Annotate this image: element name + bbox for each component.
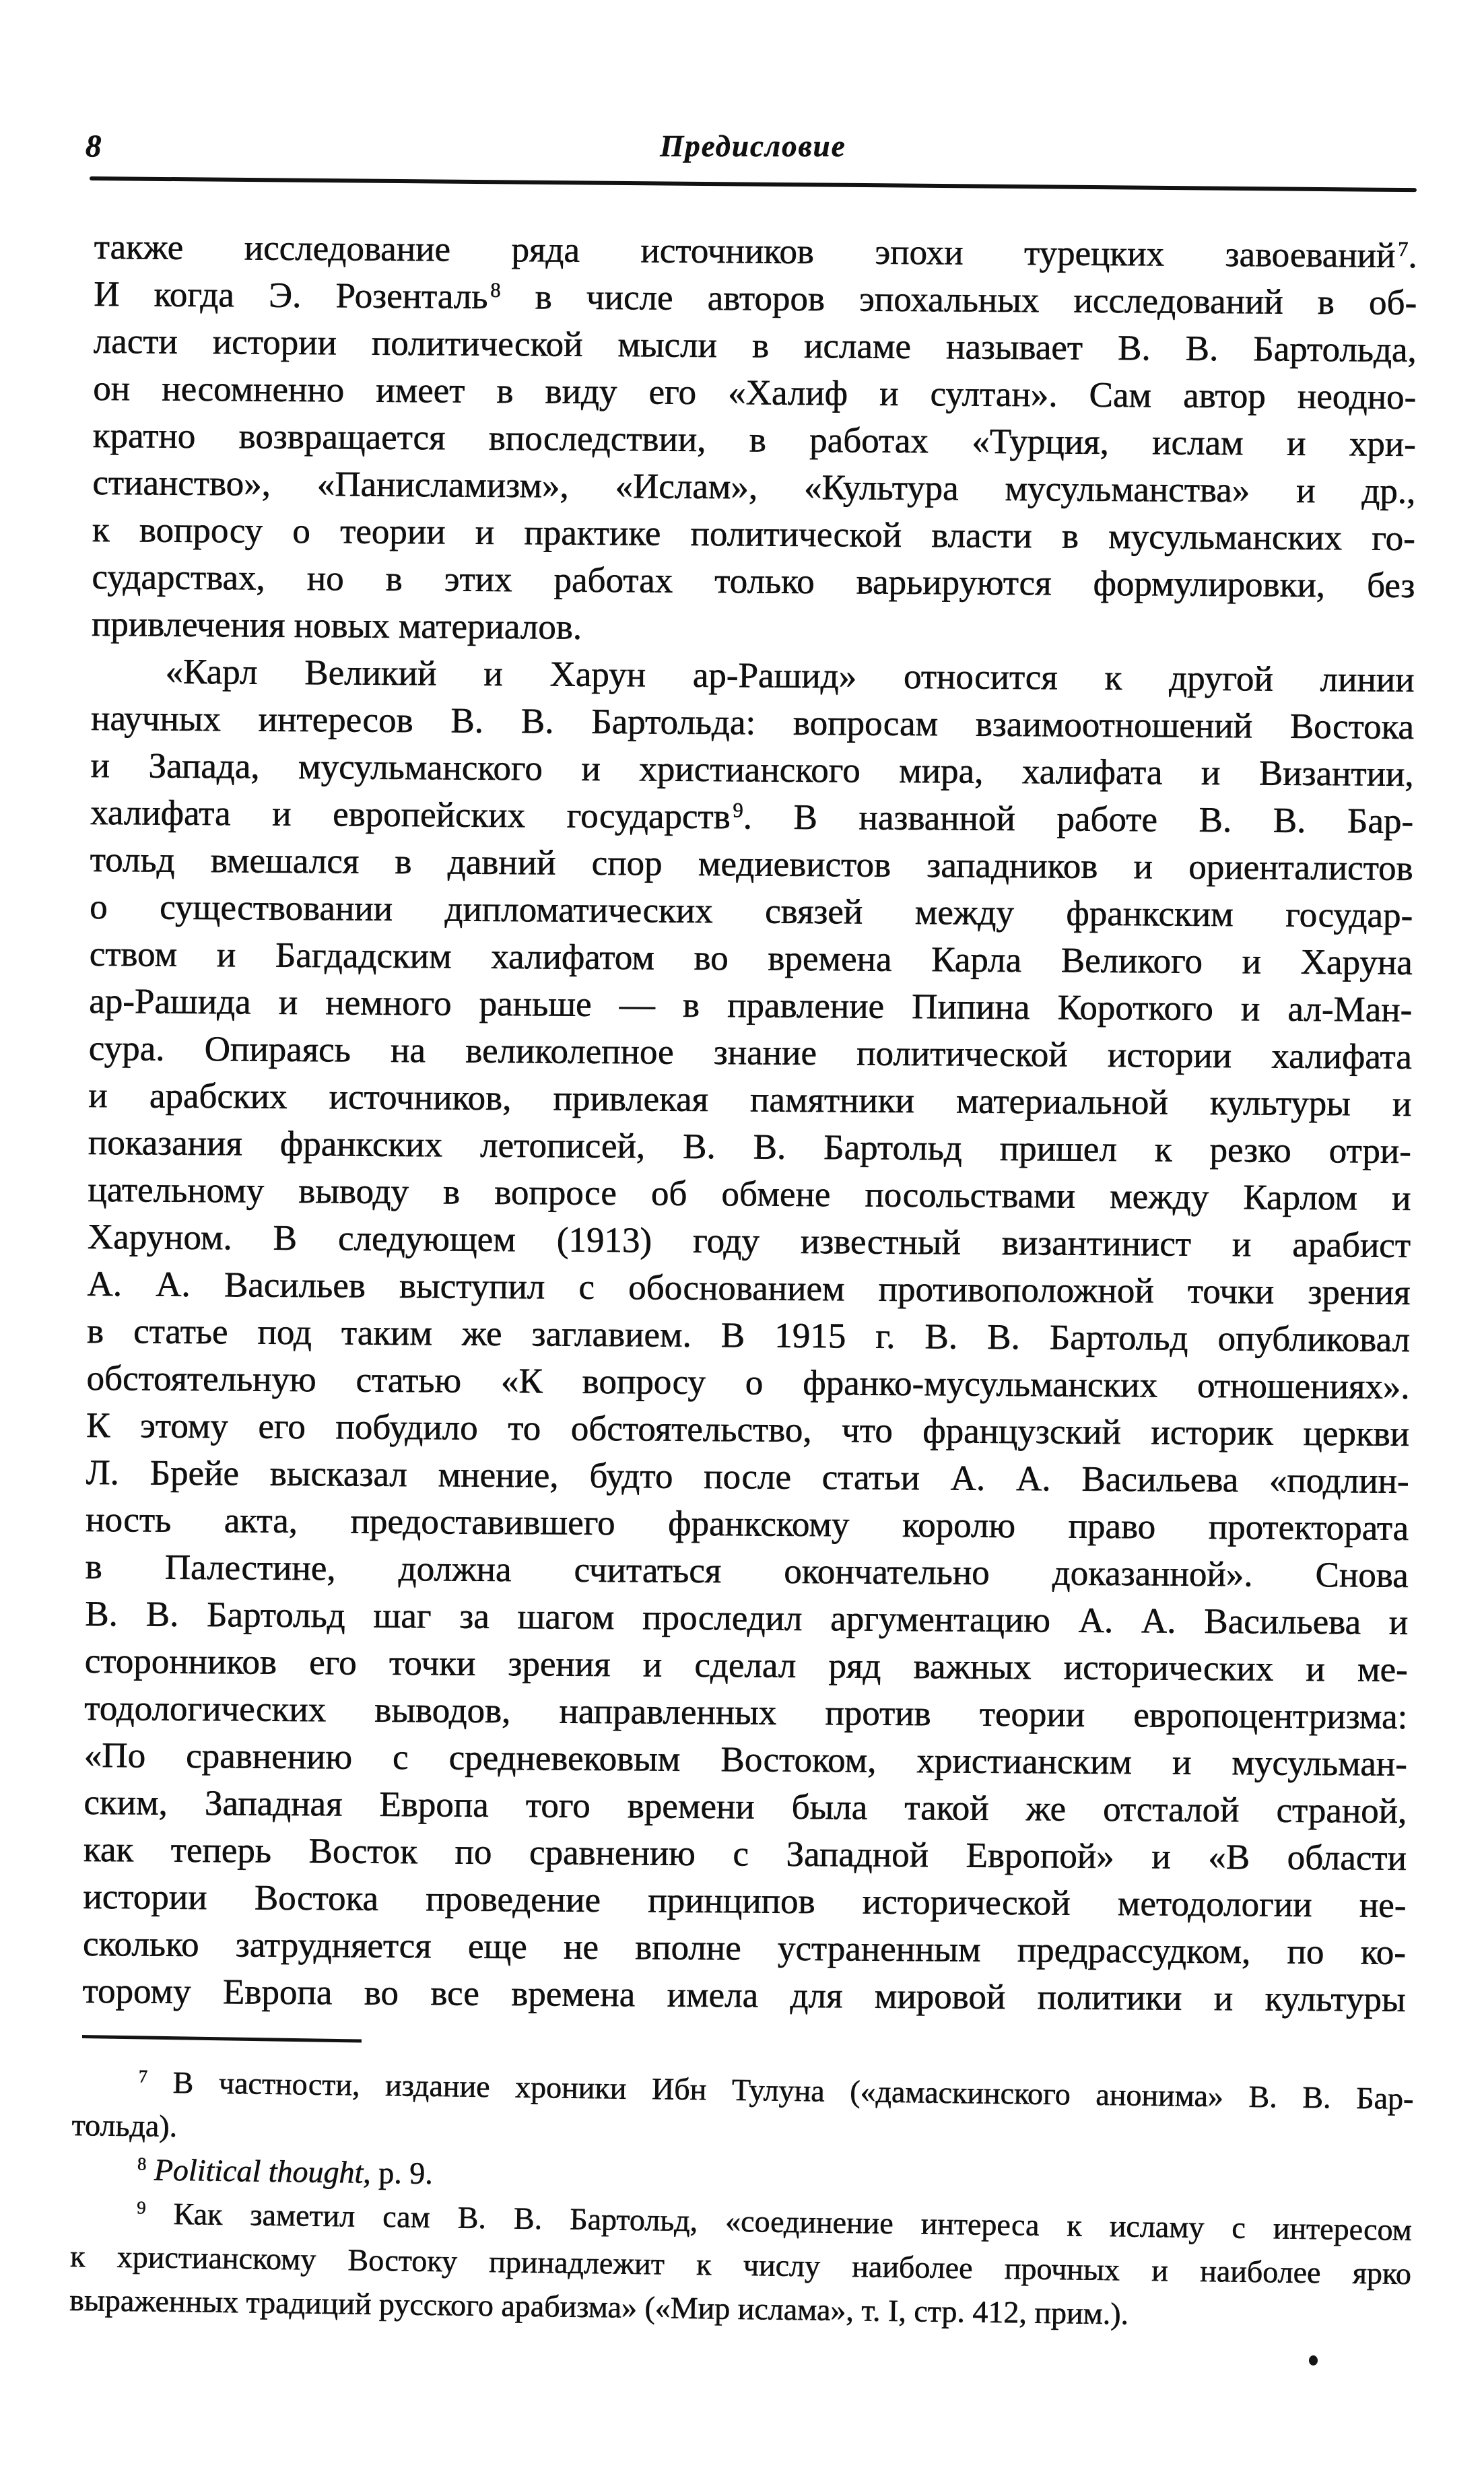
body-line: к вопросу о теории и практике политической власти в мусульманских го- (92, 510, 1416, 559)
body-line: «Карл Великий и Харун ар-Рашид» относится к другой линии (165, 652, 1415, 700)
body-line: также исследование ряда источников эпохи турецких завоеваний $^7$. (94, 227, 1417, 276)
body-line: обстоятельную статью «К вопросу о франко-мусульманских отношениях». (86, 1358, 1410, 1407)
body-line: Л. Брейе высказал мнение, будто после статьи А. А. Васильева «подлин- (86, 1452, 1409, 1501)
footnote-line: к христианскому Востоку принадлежит к числу наиболее прочных и наиболее ярко (69, 2238, 1412, 2291)
body-line: научных интересов В. В. Бартольда: вопросам взаимоотношений Востока (90, 698, 1415, 747)
footnote-line: выраженных традиций русского арабизма» («Мир ислама», т. I, стр. 412, прим.). (69, 2282, 1129, 2331)
body-line: Харуном. В следующем (1913) году известный византинист и арабист (87, 1217, 1411, 1265)
body-line: показания франкских летописей, В. В. Бартольд пришел к резко отри- (88, 1122, 1412, 1172)
running-head (86, 129, 1417, 167)
body-line: ским, Западная Европа того времени была такой же отсталой страной, (83, 1782, 1407, 1831)
footnote-separator-rule (82, 2035, 362, 2043)
body-line: и Запада, мусульманского и христианского мира, халифата и Византии, (90, 745, 1414, 795)
footnote-line: $^7$ В частности, издание хроники Ибн Тулуна («дамаскинского анонима» В. В. Бар- (138, 2065, 1414, 2116)
running-title: Предисловие (660, 129, 846, 163)
body-line: А. А. Васильев выступил с обоснованием противоположной точки зрения (87, 1264, 1411, 1312)
body-line: тольд вмешался в давний спор медиевистов западников и ориенталистов (90, 840, 1413, 889)
page-number: 8 (86, 129, 102, 164)
body-line: сторонников его точки зрения и сделал ряд важных исторических и ме- (84, 1641, 1408, 1689)
body-line: в Палестине, должна считаться окончательно доказанной». Снова (85, 1547, 1409, 1595)
body-line: и арабских источников, привлекая памятники материальной культуры и (88, 1075, 1412, 1125)
body-line: в статье под таким же заглавием. В 1915 г. В. В. Бартольд опубликовал (86, 1311, 1411, 1360)
footnote-line: тольда). (71, 2107, 178, 2144)
body-line: торому Европа во все времена имела для мировой политики и культуры (82, 1971, 1406, 2019)
body-line: И когда Э. Розенталь $^8$ в числе авторов эпохальных исследований в об- (94, 274, 1417, 323)
body-line: халифата и европейских государств $^9$. В названной работе В. В. Бар- (90, 793, 1414, 842)
body-line: ность акта, предоставившего франкскому королю право протектората (86, 1500, 1409, 1548)
body-line: он несомненно имеет в виду его «Халиф и султан». Сам автор неодно- (93, 368, 1417, 417)
body-text (82, 224, 1417, 2023)
body-line: ар-Рашида и немного раньше — в правление Пипина Короткого и ал-Ман- (89, 981, 1413, 1030)
body-line: привлечения новых материалов. (91, 604, 582, 647)
body-line: цательному выводу в вопросе об обмене посольствами между Карлом и (88, 1170, 1411, 1219)
body-line: истории Востока проведение принципов исторической методологии не- (83, 1877, 1407, 1925)
body-line: сколько затрудняется еще не вполне устраненным предрассудком, по ко- (82, 1924, 1407, 1972)
body-line: стианство», «Панисламизм», «Ислам», «Культура мусульманства» и др., (92, 463, 1416, 512)
header-rule (90, 176, 1417, 192)
body-line: тодологических выводов, направленных против теории европоцентризма: (84, 1688, 1408, 1737)
body-line: В. В. Бартольд шаг за шагом проследил аргументацию А. А. Васильева и (85, 1594, 1409, 1642)
body-line: сударствах, но в этих работах только варьируются формулировки, без (92, 557, 1415, 606)
body-line: ством и Багдадским халифатом во времена Карла Великого и Харуна (89, 934, 1413, 983)
body-line: как теперь Восток по сравнению с Западной Европой» и «В области (83, 1830, 1407, 1878)
ink-dot (1309, 2355, 1318, 2366)
body-line: ласти истории политической мысли в исламе называет В. В. Бартольда, (93, 321, 1417, 370)
body-line: К этому его побудило то обстоятельство, что французский историк церкви (86, 1405, 1410, 1454)
footnote-line: $^9$ Как заметил сам В. В. Бартольд, «соединение интереса к исламу с интересом (137, 2196, 1413, 2248)
footnote-line: $^8$ Political thought, p. 9. (137, 2152, 434, 2191)
body-line: о существовании дипломатических связей между франкским государ- (90, 887, 1413, 936)
body-line: кратно возвращается впоследствии, в работах «Турция, ислам и хри- (92, 415, 1417, 465)
body-line: сура. Опираясь на великолепное знание политической истории халифата (88, 1028, 1413, 1077)
footnotes (69, 2059, 1414, 2339)
body-line: «По сравнению с средневековым Востоком, христианским и мусульман- (83, 1735, 1408, 1784)
